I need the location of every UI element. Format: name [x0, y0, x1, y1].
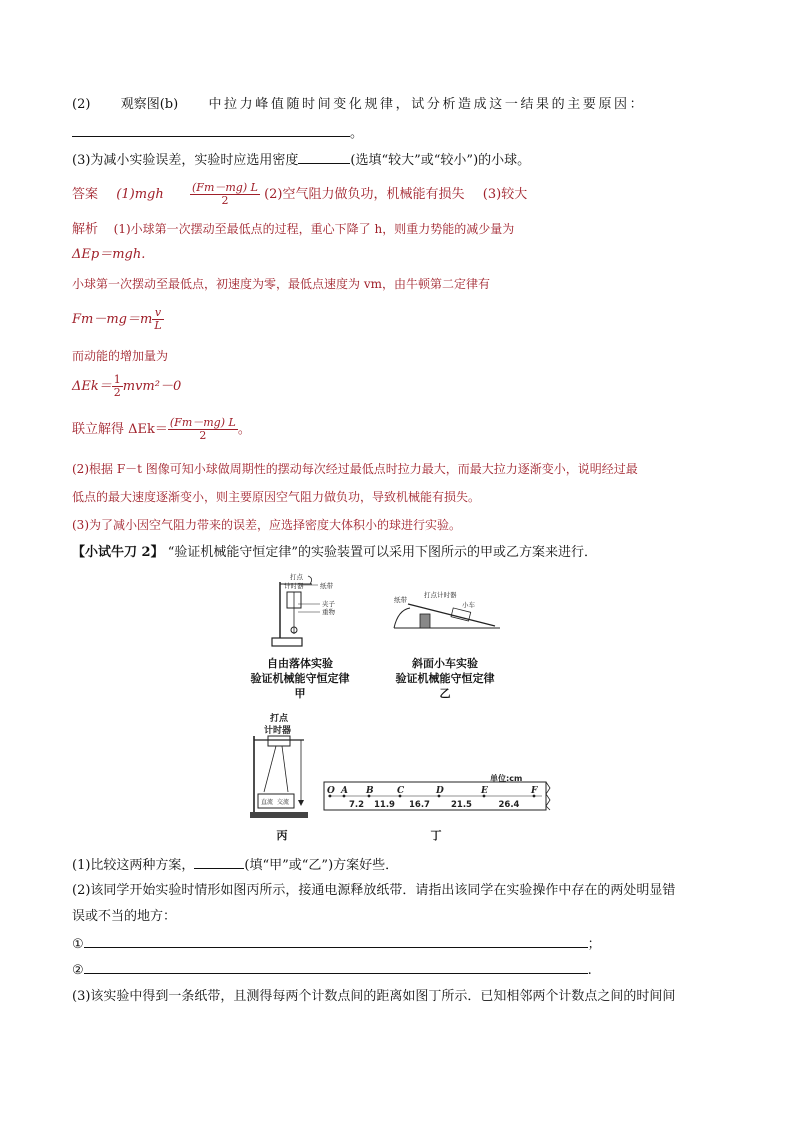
figure-yi-caption-1: 斜面小车实验 [412, 657, 478, 670]
ding-unit: 单位:cm [490, 774, 523, 783]
q2-end-2: . [587, 963, 592, 978]
analysis-text-6b: mvm²－0 [122, 379, 182, 394]
question-2-answer-line [72, 122, 363, 142]
q2-line-2 [72, 909, 176, 925]
tape-point-label-E: E [481, 786, 488, 796]
analysis-line-6 [72, 371, 181, 403]
q3-line-1 [72, 989, 675, 1005]
trial-bracket: 【小试牛刀 2】 [72, 545, 164, 560]
analysis-line-4 [72, 304, 164, 336]
analysis-line-10 [72, 517, 461, 533]
tape-distance-4: 26.4 [498, 800, 520, 810]
answer-fraction-numerator: (Fm－mg) L [192, 181, 258, 194]
jia-label-weight: 重物 [322, 608, 335, 616]
question-2-end: 。 [350, 126, 364, 141]
tape-point-label-C: C [397, 786, 405, 796]
fraction-denominator: 2 [168, 429, 238, 442]
figure-ding [322, 772, 552, 812]
analysis-text-3: 小球第一次摆动至最低点，初速度为零，最低点速度为 vm，由牛顿第二定律有 [72, 277, 490, 291]
trial-line [72, 545, 597, 561]
tape-point-label-A: A [341, 786, 348, 796]
tape-point-label-D: D [436, 786, 444, 796]
figure-bing [246, 712, 318, 822]
q2-end-1: ； [587, 937, 601, 952]
question-2-line [72, 97, 645, 113]
q2-blank-1-line [72, 934, 601, 953]
yi-label-timer: 打点计时器 [424, 591, 457, 599]
q2-text-1: (2)该同学开始实验时情形如图丙所示，接通电源释放纸带．请指出该同学在实验操作中存在的两处明显错 [72, 883, 676, 898]
q1-text-a: (1)比较这两种方案， [72, 858, 195, 873]
analysis-text-10: (3)为了减小因空气阻力带来的误差，应选择密度大体积小的球进行实验。 [72, 518, 462, 532]
q2-blank-1[interactable] [84, 934, 588, 948]
analysis-line-2 [72, 247, 145, 263]
figure-bing-caption: 丙 [276, 829, 288, 842]
tape-point-label-F: F [531, 786, 538, 796]
ding-marks [327, 786, 538, 810]
answer-fraction [190, 182, 260, 207]
fraction-numerator: (Fm－mg) L [169, 416, 236, 429]
bing-label-timer-2: 计时器 [264, 726, 292, 736]
q2-blank-2-line [72, 960, 592, 979]
analysis-text-9: 低点的最大速度逐渐变小，则主要原因空气阻力做负功，导致机械能有损失。 [72, 490, 481, 504]
question-3-line [72, 150, 530, 169]
answer-fraction-denominator: 2 [190, 194, 260, 207]
analysis-line-8 [72, 461, 638, 477]
question-3-text-a: (3)为减小实验误差，实验时应选用密度 [72, 153, 299, 168]
tape-point-label-O: O [327, 786, 335, 796]
analysis-fraction-v-over-l [152, 307, 163, 332]
analysis-line-3 [72, 276, 490, 292]
question-2-number: (2) [72, 97, 91, 112]
answer-line [72, 180, 527, 210]
analysis-fraction-half [112, 374, 123, 399]
answer-part-2: (2)空气阻力做负功，机械能有损失 [264, 187, 465, 202]
tape-point-label-B: B [366, 786, 374, 796]
q2-line-1 [72, 883, 675, 899]
jia-label-timer2: 计时器 [284, 582, 304, 590]
tape-distance-0: 7.2 [348, 800, 365, 810]
q2-circle-1: ① [72, 937, 84, 952]
q1-text-b: (填“甲”或“乙”)方案好些． [244, 858, 399, 873]
tape-distance-2: 16.7 [409, 800, 430, 810]
yi-label-tape: 纸带 [394, 596, 407, 604]
fraction-denominator: L [154, 319, 162, 332]
answer-label: 答案 [72, 187, 99, 202]
figure-jia-caption-3: 甲 [294, 687, 306, 700]
figure-jia-caption-1: 自由落体实验 [267, 657, 333, 670]
analysis-line-5 [72, 348, 168, 364]
analysis-fraction-result [168, 417, 238, 442]
answer-part-1: (1)mgh [116, 187, 164, 202]
analysis-text-5: 而动能的增加量为 [72, 349, 169, 363]
figure-jia [260, 572, 350, 652]
figure-ding-caption: 丁 [430, 829, 442, 842]
analysis-text-2: ΔEp＝mgh. [72, 247, 146, 262]
figure-yi [390, 590, 505, 640]
tape-distance-1: 11.9 [374, 800, 395, 810]
jia-label-tape: 纸带 [320, 582, 333, 590]
analysis-text-6a: ΔEk＝ [72, 379, 112, 394]
question-3-text-b: (选填“较大”或“较小”)的小球。 [350, 153, 531, 168]
fraction-numerator: 1 [113, 373, 121, 386]
analysis-line-1 [72, 221, 514, 238]
trial-text: “验证机械能守恒定律”的实验装置可以采用下图所示的甲或乙方案来进行． [167, 545, 598, 560]
analysis-text-8: (2)根据 F－t 图像可知小球做周期性的摆动每次经过最低点时拉力最大，而最大拉力逐渐变小，说明经过最 [72, 462, 638, 476]
fraction-denominator: 2 [113, 386, 121, 399]
figure-yi-caption-2: 验证机械能守恒定律 [395, 672, 495, 685]
bing-label-ac: 交流 [277, 799, 290, 806]
tape-distance-3: 21.5 [451, 800, 472, 810]
analysis-text-7b: 。 [237, 422, 251, 437]
question-2-text-b: 中拉力峰值随时间变化规律，试分析造成这一结果的主要原因： [208, 97, 646, 112]
figure-jia-caption-2: 验证机械能守恒定律 [250, 672, 350, 685]
analysis-text-1: (1)小球第一次摆动至最低点的过程，重心下降了 h，则重力势能的减少量为 [113, 222, 515, 236]
q2-blank-2[interactable] [84, 960, 588, 974]
bing-label-timer-1: 打点 [270, 714, 289, 724]
q3-text-1: (3)该实验中得到一条纸带，且测得每两个计数点间的距离如图丁所示．已知相邻两个计数点之间的时间间 [72, 989, 676, 1004]
yi-label-cart: 小车 [462, 601, 475, 609]
analysis-text-4: Fm－mg＝m [72, 312, 153, 327]
question-1-line [72, 855, 398, 874]
fraction-numerator: v [154, 306, 162, 319]
question-2-blank[interactable] [72, 122, 350, 137]
analysis-text-7a: 联立解得 ΔEk＝ [72, 422, 168, 437]
figure-yi-caption-3: 乙 [439, 687, 451, 700]
bing-label-dc: 直流 [261, 799, 274, 806]
q2-circle-2: ② [72, 963, 84, 978]
answer-part-3: (3)较大 [482, 187, 528, 202]
q2-text-2: 误或不当的地方： [72, 909, 177, 924]
question-3-blank[interactable] [298, 150, 350, 164]
analysis-label: 解析 [72, 222, 99, 237]
analysis-line-7 [72, 414, 251, 446]
analysis-line-9 [72, 489, 480, 505]
jia-label-clip: 夹子 [322, 600, 335, 608]
q1-blank[interactable] [194, 855, 244, 869]
jia-label-timer: 打点 [290, 573, 303, 581]
question-2-text-a: 观察图(b) [120, 97, 179, 112]
